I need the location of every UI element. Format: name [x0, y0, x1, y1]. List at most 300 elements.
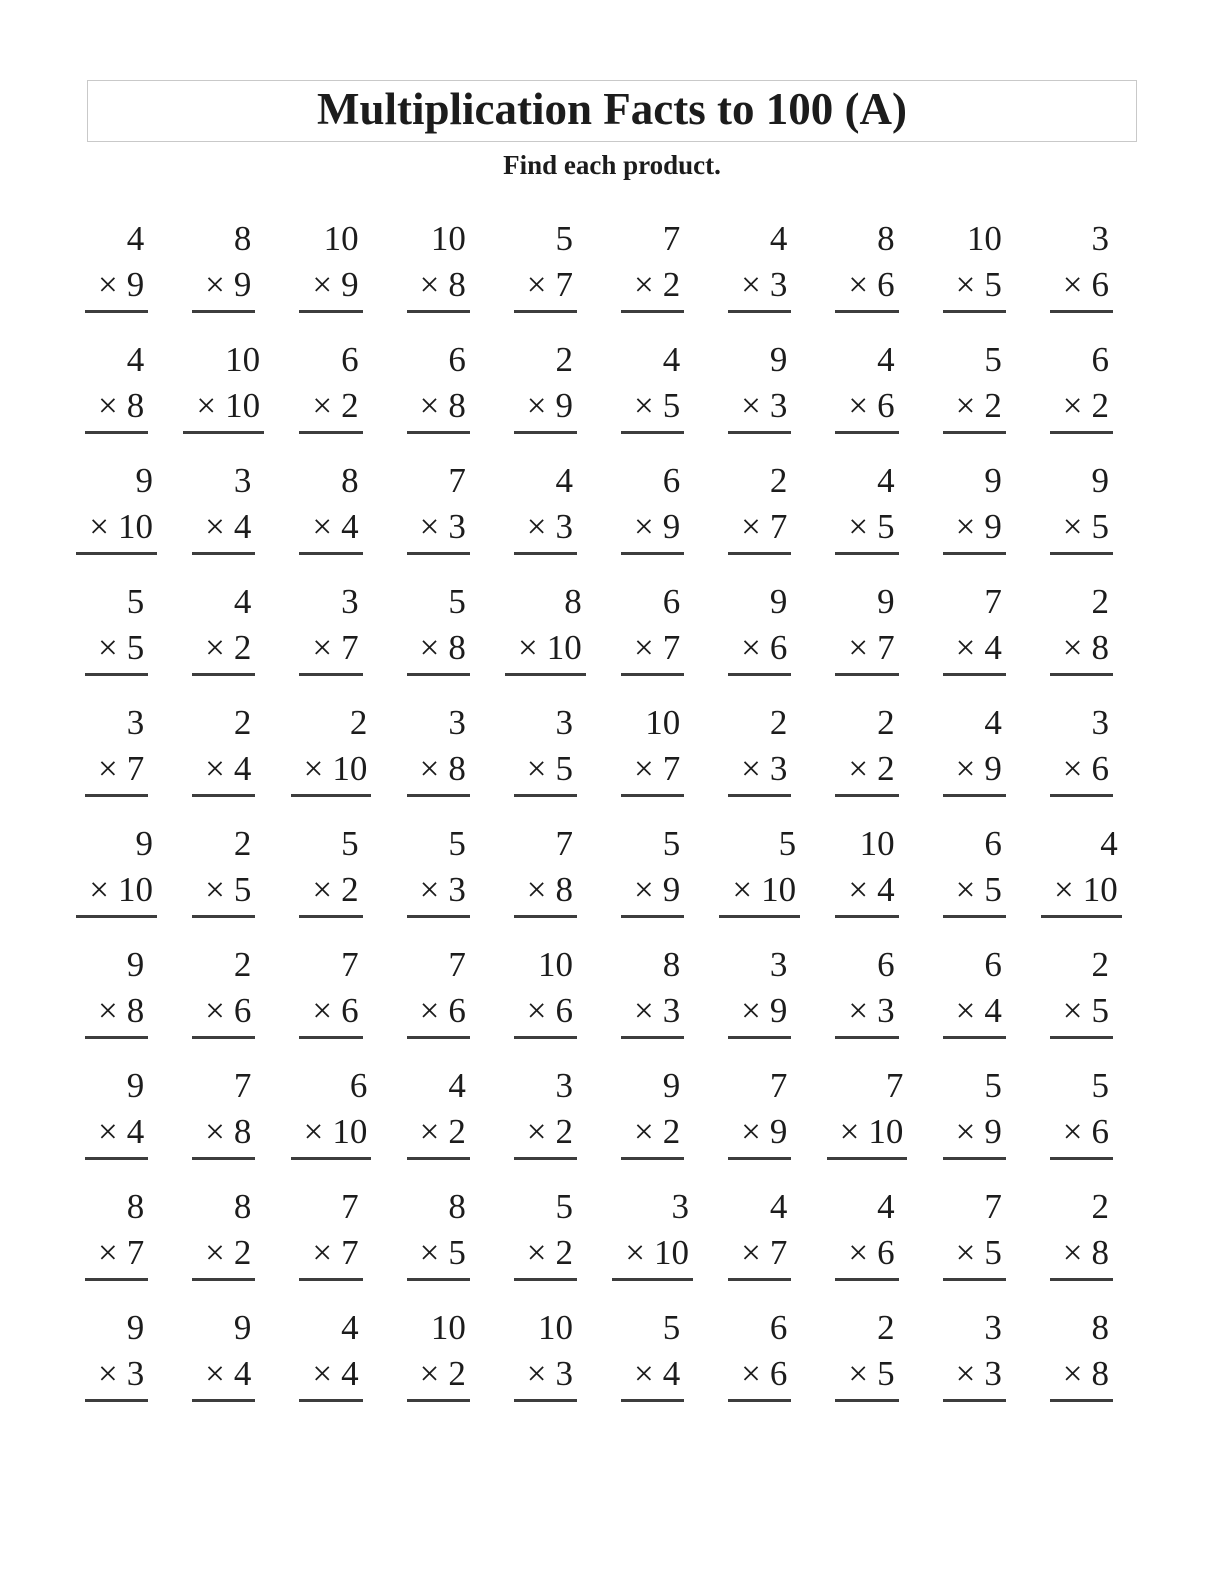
problem-cell: [277, 462, 384, 555]
operation-row: [1063, 266, 1109, 303]
operation-row: [956, 992, 1002, 1029]
multiplication-problem: [192, 1067, 255, 1160]
multiplicand: 6: [877, 945, 895, 984]
multiplier: 6: [555, 991, 574, 1030]
multiplier: 7: [662, 628, 681, 667]
operation-row: [98, 629, 144, 666]
multiplier: 3: [769, 749, 788, 788]
multiplier: 5: [555, 749, 574, 788]
problem-cell: [385, 704, 492, 797]
multiplicand: 2: [233, 824, 252, 863]
multiplier: 3: [877, 991, 895, 1030]
multiplier: 6: [877, 386, 895, 425]
multiplier: 4: [341, 1354, 359, 1393]
problem-cell: [921, 1309, 1028, 1402]
operation-row: [527, 992, 573, 1029]
problem-cell: [492, 946, 599, 1039]
times-sign: ×: [312, 265, 333, 304]
operation-row: [1063, 629, 1109, 666]
operation-row: [1063, 1113, 1109, 1150]
multiplier: 2: [233, 1233, 252, 1272]
operation-row: [956, 266, 1002, 303]
multiplicand: 7: [448, 945, 466, 984]
operation-row: [1063, 1355, 1109, 1392]
multiplication-problem: [407, 462, 470, 555]
operation-row: [741, 1234, 787, 1271]
times-sign: ×: [526, 870, 547, 909]
operation-row: [634, 508, 680, 545]
multiplication-problem: [827, 1067, 908, 1160]
problem-cell: [921, 1188, 1028, 1281]
multiplicand: 5: [984, 340, 1002, 379]
multiplier: 2: [662, 265, 681, 304]
multiplier: 9: [555, 386, 574, 425]
times-sign: ×: [419, 749, 440, 788]
multiplier: 2: [1091, 386, 1110, 425]
operation-row: [527, 750, 573, 787]
multiplicand: 8: [1091, 1308, 1110, 1347]
multiplicand: 10: [430, 219, 466, 258]
multiplicand: 3: [769, 945, 788, 984]
problem-cell: [385, 825, 492, 918]
problem-cell: [706, 1188, 813, 1281]
times-sign: ×: [741, 991, 761, 1030]
multiplication-problem: [728, 1309, 791, 1402]
multiplier: 5: [126, 628, 145, 667]
operation-row: [1063, 1234, 1109, 1271]
problem-cell: [277, 704, 384, 797]
problem-cell: [385, 220, 492, 313]
multiplier: 5: [984, 1233, 1002, 1272]
multiplicand: 8: [448, 1187, 466, 1226]
multiplication-problem: [299, 946, 362, 1039]
multiplication-problem: [1050, 583, 1113, 676]
times-sign: ×: [633, 628, 654, 667]
times-sign: ×: [741, 628, 761, 667]
times-sign: ×: [741, 265, 761, 304]
problem-cell: [599, 1067, 706, 1160]
operation-row: [312, 387, 358, 424]
problem-cell: [813, 583, 920, 676]
problem-cell: [813, 1188, 920, 1281]
operation-row: [420, 387, 466, 424]
problem-cell: [599, 220, 706, 313]
multiplication-problem: [728, 1188, 791, 1281]
operation-row: [98, 1355, 144, 1392]
multiplicand: 3: [671, 1187, 689, 1226]
multiplication-problem: [192, 946, 255, 1039]
operation-row: [956, 871, 1002, 908]
multiplicand: 2: [349, 703, 368, 742]
multiplication-problem: [514, 341, 577, 434]
multiplier: 8: [448, 749, 466, 788]
times-sign: ×: [633, 507, 654, 546]
multiplier: 2: [555, 1112, 574, 1151]
problem-cell: [706, 1309, 813, 1402]
multiplicand: 7: [984, 1187, 1002, 1226]
times-sign: ×: [303, 1112, 324, 1151]
operation-row: [1063, 387, 1109, 424]
instructions-text: Find each product.: [503, 150, 721, 180]
times-sign: ×: [633, 265, 654, 304]
multiplicand: 9: [877, 582, 895, 621]
operation-row: [527, 1355, 573, 1392]
times-sign: ×: [205, 507, 225, 546]
operation-row: [205, 871, 251, 908]
times-sign: ×: [526, 265, 547, 304]
times-sign: ×: [1062, 386, 1083, 425]
multiplicand: 10: [859, 824, 895, 863]
multiplier: 5: [662, 386, 681, 425]
multiplication-problem: [621, 462, 684, 555]
multiplier: 5: [877, 507, 895, 546]
multiplier: 10: [546, 628, 582, 667]
problem-cell: [63, 583, 170, 676]
times-sign: ×: [848, 386, 869, 425]
operation-row: [848, 508, 894, 545]
operation-row: [741, 1355, 787, 1392]
operation-row: [527, 508, 573, 545]
operation-row: [420, 992, 466, 1029]
problem-cell: [277, 583, 384, 676]
multiplicand: 5: [984, 1066, 1002, 1105]
multiplication-problem: [192, 1188, 255, 1281]
multiplication-problem: [621, 825, 684, 918]
problem-cell: [492, 220, 599, 313]
multiplicand: 5: [662, 1308, 681, 1347]
operation-row: [98, 750, 144, 787]
multiplication-problem: [621, 220, 684, 313]
operation-row: [98, 992, 144, 1029]
multiplier: 7: [662, 749, 681, 788]
multiplicand: 9: [984, 461, 1002, 500]
multiplicand: 8: [877, 219, 895, 258]
problem-cell: [921, 341, 1028, 434]
multiplication-problem: [76, 825, 157, 918]
multiplier: 2: [448, 1354, 466, 1393]
multiplication-problem: [835, 462, 898, 555]
times-sign: ×: [955, 1354, 976, 1393]
problem-cell: [63, 341, 170, 434]
multiplier: 8: [448, 628, 466, 667]
multiplicand: 2: [233, 945, 252, 984]
multiplication-problem: [85, 1309, 148, 1402]
multiplier: 8: [1091, 1354, 1110, 1393]
times-sign: ×: [633, 749, 654, 788]
times-sign: ×: [97, 991, 118, 1030]
problems-grid: [63, 220, 1135, 1402]
times-sign: ×: [205, 628, 225, 667]
multiplicand: 4: [1100, 824, 1118, 863]
multiplicand: 9: [233, 1308, 252, 1347]
multiplicand: 3: [126, 703, 145, 742]
problem-cell: [599, 946, 706, 1039]
times-sign: ×: [89, 507, 109, 546]
problem-cell: [385, 1188, 492, 1281]
multiplication-problem: [621, 1309, 684, 1402]
multiplicand: 4: [126, 340, 145, 379]
problem-cell: [599, 1309, 706, 1402]
multiplication-problem: [505, 583, 586, 676]
problem-cell: [385, 1067, 492, 1160]
operation-row: [1063, 508, 1109, 545]
problem-cell: [492, 704, 599, 797]
times-sign: ×: [741, 749, 761, 788]
times-sign: ×: [312, 1354, 333, 1393]
multiplier: 2: [448, 1112, 466, 1151]
operation-row: [634, 266, 680, 303]
operation-row: [956, 629, 1002, 666]
multiplication-problem: [514, 1309, 577, 1402]
operation-row: [840, 1113, 904, 1150]
times-sign: ×: [633, 1354, 654, 1393]
multiplier: 3: [126, 1354, 145, 1393]
multiplication-problem: [1050, 946, 1113, 1039]
times-sign: ×: [97, 749, 118, 788]
multiplier: 8: [448, 265, 466, 304]
times-sign: ×: [848, 1354, 869, 1393]
multiplier: 4: [233, 749, 252, 788]
times-sign: ×: [1062, 265, 1083, 304]
multiplicand: 10: [966, 219, 1002, 258]
multiplication-problem: [407, 1188, 470, 1281]
multiplicand: 4: [555, 461, 574, 500]
multiplicand: 4: [877, 340, 895, 379]
multiplier: 6: [1091, 265, 1110, 304]
multiplication-problem: [1050, 462, 1113, 555]
multiplier: 9: [662, 507, 681, 546]
multiplication-problem: [1050, 1067, 1113, 1160]
multiplication-problem: [299, 341, 362, 434]
times-sign: ×: [526, 386, 547, 425]
times-sign: ×: [1062, 1233, 1083, 1272]
problem-cell: [277, 1188, 384, 1281]
problem-cell: [63, 462, 170, 555]
multiplicand: 10: [538, 945, 574, 984]
multiplier: 4: [233, 507, 252, 546]
multiplication-problem: [1050, 704, 1113, 797]
multiplication-problem: [407, 946, 470, 1039]
operation-row: [205, 629, 251, 666]
multiplication-problem: [407, 1309, 470, 1402]
problem-cell: [170, 462, 277, 555]
multiplier: 3: [555, 1354, 574, 1393]
multiplier: 10: [332, 1112, 368, 1151]
operation-row: [98, 1234, 144, 1271]
multiplication-problem: [835, 704, 898, 797]
multiplication-problem: [299, 825, 362, 918]
times-sign: ×: [625, 1233, 645, 1272]
multiplier: 7: [769, 1233, 788, 1272]
times-sign: ×: [97, 1354, 118, 1393]
operation-row: [304, 750, 368, 787]
operation-row: [634, 1355, 680, 1392]
multiplier: 9: [984, 507, 1002, 546]
problem-cell: [170, 704, 277, 797]
multiplier: 2: [233, 628, 252, 667]
operation-row: [527, 387, 573, 424]
operation-row: [848, 387, 894, 424]
multiplicand: 2: [1091, 1187, 1110, 1226]
times-sign: ×: [955, 386, 976, 425]
multiplier: 6: [1091, 1112, 1110, 1151]
multiplier: 4: [877, 870, 895, 909]
multiplicand: 7: [233, 1066, 252, 1105]
multiplication-problem: [1050, 220, 1113, 313]
problem-cell: [170, 946, 277, 1039]
times-sign: ×: [97, 386, 118, 425]
multiplier: 9: [341, 265, 359, 304]
problem-cell: [599, 825, 706, 918]
times-sign: ×: [205, 749, 225, 788]
times-sign: ×: [205, 265, 225, 304]
times-sign: ×: [633, 1112, 654, 1151]
multiplicand: 7: [662, 219, 681, 258]
multiplicand: 6: [984, 824, 1002, 863]
multiplication-problem: [835, 946, 898, 1039]
multiplication-problem: [514, 462, 577, 555]
problem-cell: [385, 1309, 492, 1402]
operation-row: [312, 266, 358, 303]
multiplier: 10: [653, 1233, 689, 1272]
problem-cell: [1028, 946, 1135, 1039]
multiplicand: 7: [341, 945, 359, 984]
times-sign: ×: [303, 749, 324, 788]
operation-row: [741, 387, 787, 424]
times-sign: ×: [1062, 628, 1083, 667]
multiplier: 6: [233, 991, 252, 1030]
multiplication-problem: [76, 462, 157, 555]
operation-row: [956, 1234, 1002, 1271]
operation-row: [625, 1234, 689, 1271]
times-sign: ×: [741, 1112, 761, 1151]
operation-row: [420, 871, 466, 908]
times-sign: ×: [1062, 1112, 1083, 1151]
multiplicand: 10: [225, 340, 261, 379]
multiplication-problem: [85, 220, 148, 313]
times-sign: ×: [419, 265, 440, 304]
times-sign: ×: [741, 1233, 761, 1272]
times-sign: ×: [526, 749, 547, 788]
times-sign: ×: [955, 265, 976, 304]
operation-row: [527, 871, 573, 908]
operation-row: [304, 1113, 368, 1150]
multiplier: 4: [126, 1112, 145, 1151]
multiplicand: 7: [448, 461, 466, 500]
multiplication-problem: [514, 220, 577, 313]
times-sign: ×: [848, 991, 869, 1030]
operation-row: [205, 1113, 251, 1150]
multiplier: 4: [984, 991, 1002, 1030]
times-sign: ×: [741, 507, 761, 546]
problem-cell: [921, 704, 1028, 797]
times-sign: ×: [97, 265, 118, 304]
multiplicand: 3: [1091, 219, 1110, 258]
problem-cell: [1028, 462, 1135, 555]
times-sign: ×: [89, 870, 109, 909]
multiplier: 6: [448, 991, 466, 1030]
multiplication-problem: [1041, 825, 1122, 918]
problem-cell: [921, 583, 1028, 676]
problem-cell: [706, 825, 813, 918]
multiplication-problem: [943, 946, 1006, 1039]
multiplier: 3: [448, 507, 466, 546]
problem-cell: [813, 825, 920, 918]
times-sign: ×: [526, 991, 547, 1030]
multiplier: 7: [769, 507, 788, 546]
multiplication-problem: [943, 220, 1006, 313]
worksheet-header: [0, 80, 1224, 180]
multiplier: 8: [1091, 1233, 1110, 1272]
multiplication-problem: [621, 341, 684, 434]
multiplication-problem: [299, 462, 362, 555]
operation-row: [205, 508, 251, 545]
multiplication-problem: [943, 1309, 1006, 1402]
multiplication-problem: [728, 946, 791, 1039]
multiplicand: 7: [555, 824, 574, 863]
multiplicand: 9: [135, 461, 153, 500]
multiplicand: 4: [877, 461, 895, 500]
problem-cell: [813, 462, 920, 555]
multiplier: 4: [341, 507, 359, 546]
problem-cell: [1028, 704, 1135, 797]
times-sign: ×: [196, 386, 217, 425]
multiplier: 10: [332, 749, 368, 788]
problem-cell: [921, 825, 1028, 918]
problem-cell: [1028, 341, 1135, 434]
operation-row: [312, 1355, 358, 1392]
multiplicand: 10: [645, 703, 681, 742]
problem-cell: [63, 704, 170, 797]
problem-cell: [63, 1188, 170, 1281]
title-box: [87, 80, 1137, 142]
operation-row: [848, 871, 894, 908]
operation-row: [1063, 992, 1109, 1029]
times-sign: ×: [97, 1233, 118, 1272]
multiplicand: 6: [984, 945, 1002, 984]
multiplier: 3: [984, 1354, 1002, 1393]
times-sign: ×: [633, 991, 654, 1030]
times-sign: ×: [419, 870, 440, 909]
problem-cell: [277, 946, 384, 1039]
multiplier: 2: [984, 386, 1002, 425]
problem-cell: [492, 825, 599, 918]
multiplication-problem: [514, 825, 577, 918]
multiplier: 7: [877, 628, 895, 667]
multiplier: 4: [662, 1354, 681, 1393]
times-sign: ×: [205, 991, 225, 1030]
multiplicand: 8: [662, 945, 681, 984]
multiplicand: 2: [1091, 945, 1110, 984]
multiplier: 5: [233, 870, 252, 909]
problem-cell: [1028, 583, 1135, 676]
multiplicand: 3: [233, 461, 252, 500]
multiplication-problem: [291, 704, 372, 797]
multiplier: 9: [984, 749, 1002, 788]
operation-row: [527, 266, 573, 303]
problem-cell: [277, 1309, 384, 1402]
multiplier: 9: [662, 870, 681, 909]
multiplicand: 5: [448, 824, 466, 863]
multiplication-problem: [85, 946, 148, 1039]
operation-row: [518, 629, 582, 666]
multiplicand: 10: [538, 1308, 574, 1347]
worksheet-page: [0, 80, 1224, 1584]
multiplier: 7: [341, 628, 359, 667]
operation-row: [634, 629, 680, 666]
operation-row: [420, 1355, 466, 1392]
multiplicand: 8: [126, 1187, 145, 1226]
